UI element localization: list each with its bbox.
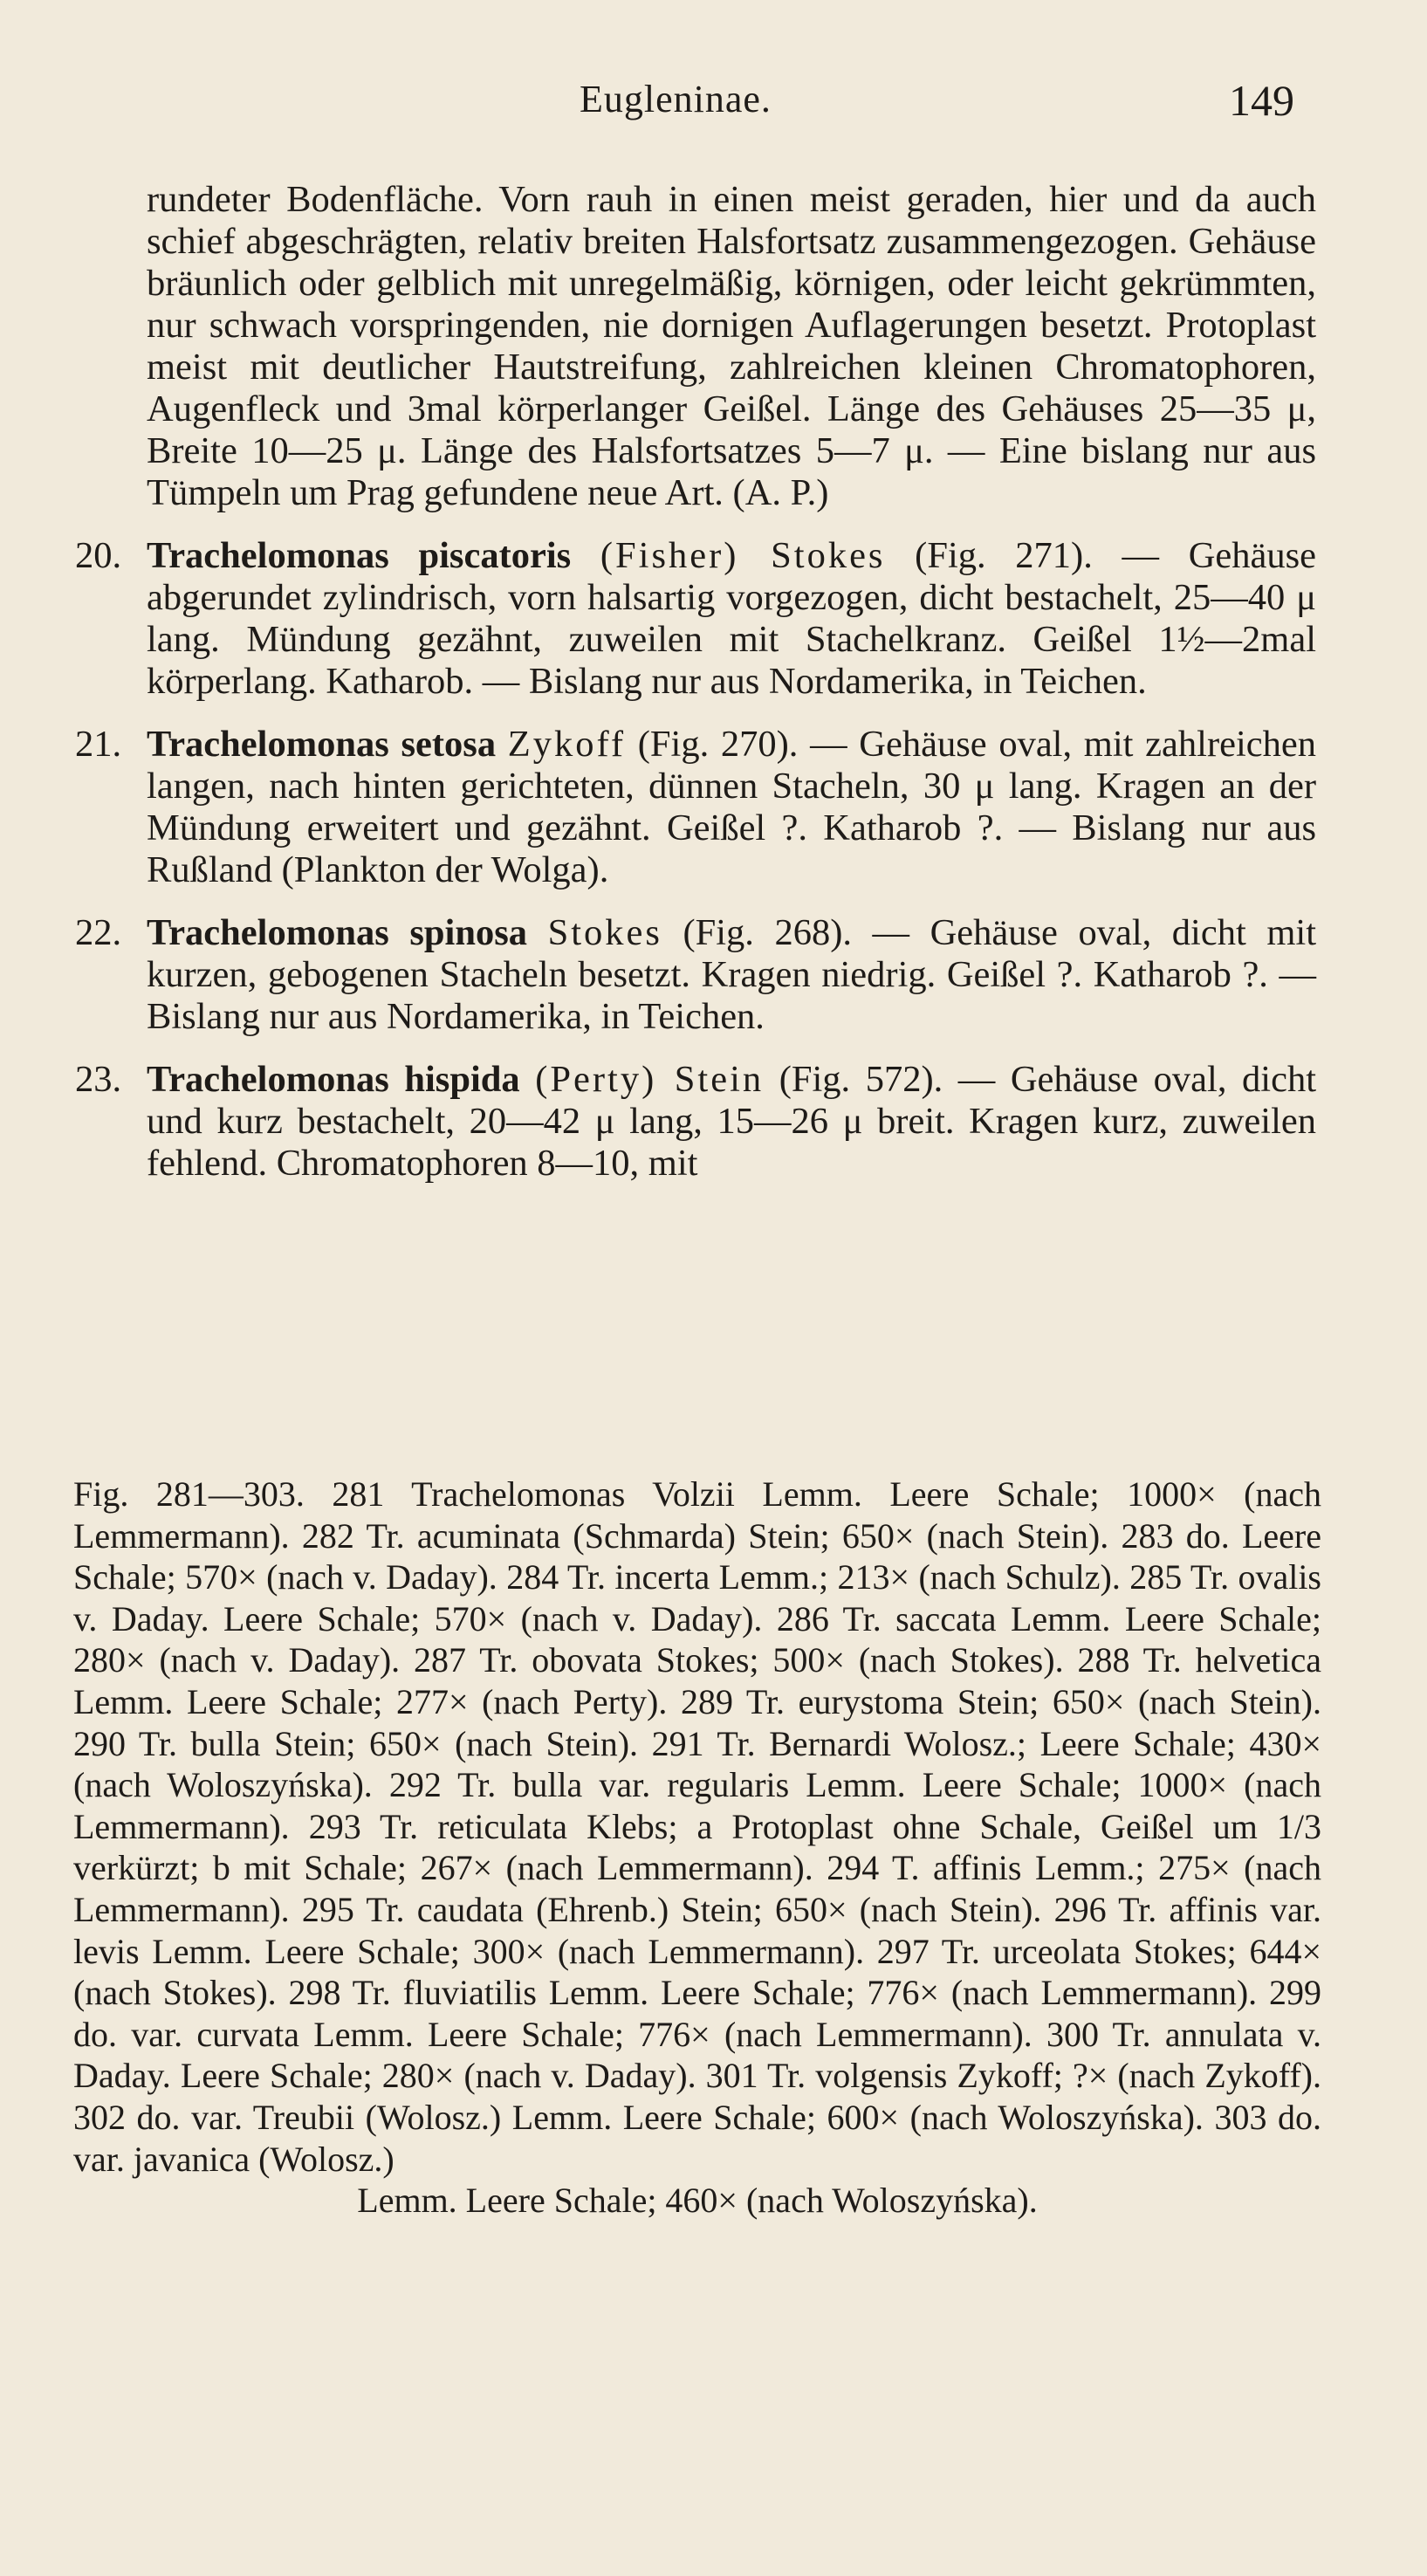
entry-number: 23. bbox=[75, 1059, 122, 1100]
species-authority: Zykoff bbox=[507, 724, 627, 765]
species-entry-22 bbox=[75, 912, 1316, 1038]
figure-caption-text: Fig. 281—303. 281 Trachelomonas Volzii Lemm. Leere Schale; 1000× (nach Lemmermann). 282 Tr. acuminata (Schmarda) Stein; 650× (nach Stein). 283 do. Leere Schale; 570× (nach v. Daday). 284 Tr. incerta Lemm.; 213× (nach Schulz). 285 Tr. ovalis v. Daday. Leere Schale; 570× (nach v. Daday). 286 Tr. saccata Lemm. Leere Schale; 280× (nach v. Daday). 287 Tr. obovata Stokes; 500× (nach Stokes). 288 Tr. helvetica Lemm. Leere Schale; 277× (nach Perty). 289 Tr. eurystoma Stein; 650× (nach Stein). 290 Tr. bulla Stein; 650× (nach Stein). 291 Tr. Bernardi Wolosz.; Leere Schale; 430× (nach Woloszyńska). 292 Tr. bulla var. regularis Lemm. Leere Schale; 1000× (nach Lemmermann). 293 Tr. reticulata Klebs; a Protoplast ohne Schale, Geißel um 1/3 verkürzt; b mit Schale; 267× (nach Lemmermann). 294 T. affinis Lemm.; 275× (nach Lemmermann). 295 Tr. caudata (Ehrenb.) Stein; 650× (nach Stein). 296 Tr. affinis var. levis Lemm. Leere Schale; 300× (nach Lemmermann). 297 Tr. urceolata Stokes; 644× (nach Stokes). 298 Tr. fluviatilis Lemm. Leere Schale; 776× (nach Lemmermann). 299 do. var. curvata Lemm. Leere Schale; 776× (nach Lemmermann). 300 Tr. annulata v. Daday. Leere Schale; 280× (nach v. Daday). 301 Tr. volgensis Zykoff; ?× (nach Zykoff). 302 do. var. Treubii (Wolosz.) Lemm. Leere Schale; 600× (nach Woloszyńska). 303 do. var. javanica (Wolosz.) bbox=[73, 1474, 1321, 2179]
page-number: 149 bbox=[1229, 76, 1294, 125]
species-entry-20 bbox=[75, 535, 1317, 703]
entry-number: 20. bbox=[75, 535, 122, 576]
entry-text: (Fig. 270). — Gehäuse oval, mit zahlreichen langen, nach hinten gerichteten, dünnen Stacheln, 30 μ lang. Kragen an der Mündung erweitert und gezähnt. Geißel ?. Katharob ?. — Bislang nur aus Rußland (Plankton der Wolga). bbox=[147, 724, 1316, 890]
entry-text: (Fig. 268). — Gehäuse oval, dicht mit kurzen, gebogenen Stacheln besetzt. Kragen niedrig. Geißel ?. Katharob ?. — Bislang nur aus Nordamerika, in Teichen. bbox=[147, 912, 1316, 1037]
species-name: Trachelomonas spinosa bbox=[147, 912, 528, 953]
species-authority: (Fisher) Stokes bbox=[600, 535, 886, 576]
species-entry-23 bbox=[75, 1059, 1317, 1185]
figure-caption bbox=[73, 1473, 1321, 2222]
page-header bbox=[0, 77, 1427, 138]
body-text bbox=[75, 179, 1317, 1185]
entry-number: 22. bbox=[75, 912, 122, 953]
species-authority: Stokes bbox=[547, 912, 662, 953]
species-name: Trachelomonas hispida bbox=[147, 1059, 520, 1100]
species-name: Trachelomonas piscatoris bbox=[147, 535, 572, 576]
species-entry-21 bbox=[75, 724, 1316, 891]
intro-paragraph: rundeter Bodenfläche. Vorn rauh in einen meist geraden, hier und da auch schief abgeschrägten, relativ breiten Halsfortsatz zusammengezogen. Gehäuse bräunlich oder gelblich mit unregelmäßig, körnigen, oder leicht gekrümmten, nur schwach vorspringenden, nie dornigen Auflagerungen besetzt. Protoplast meist mit deutlicher Hautstreifung, zahlreichen kleinen Chromatophoren, Augenfleck und 3mal körperlanger Geißel. Länge des Gehäuses 25—35 μ, Breite 10—25 μ. Länge des Halsfortsatzes 5—7 μ. — Eine bislang nur aus Tümpeln um Prag gefundene neue Art. (A. P.) bbox=[147, 179, 1316, 513]
entry-text: (Fig. 271). — Gehäuse abgerundet zylindrisch, vorn halsartig vorgezogen, dicht bestachelt, 25—40 μ lang. Mündung gezähnt, zuweilen mit Stachelkranz. Geißel 1½—2mal körperlang. Katharob. — Bislang nur aus Nordamerika, in Teichen. bbox=[147, 535, 1317, 702]
entry-number: 21. bbox=[75, 724, 122, 765]
entry-text: (Fig. 572). — Gehäuse oval, dicht und kurz bestachelt, 20—42 μ lang, 15—26 μ breit. Kragen kurz, zuweilen fehlend. Chromatophoren 8—10, mit bbox=[147, 1059, 1317, 1184]
figure-caption-last-line: Lemm. Leere Schale; 460× (nach Woloszyńska). bbox=[357, 2181, 1038, 2221]
running-title: Eugleninae. bbox=[580, 78, 772, 120]
species-authority: (Perty) Stein bbox=[535, 1059, 765, 1100]
species-name: Trachelomonas setosa bbox=[147, 724, 497, 765]
